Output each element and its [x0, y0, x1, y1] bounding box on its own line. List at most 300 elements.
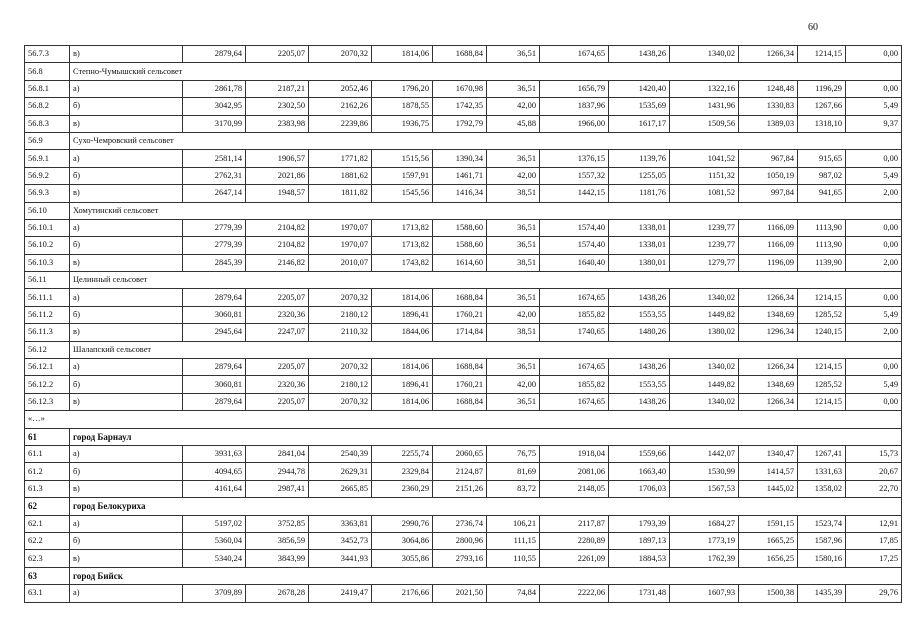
table-cell-value: 2,00	[846, 324, 902, 341]
table-row	[25, 185, 902, 202]
section-header-row	[25, 341, 902, 358]
table-cell-value: 1796,20	[372, 80, 433, 97]
table-cell-value: 2879,64	[183, 359, 246, 376]
table-cell-value: 0,00	[846, 150, 902, 167]
table-cell-value: 2990,76	[372, 515, 433, 532]
table-cell-value: 1574,40	[540, 219, 609, 236]
table-row	[25, 480, 902, 497]
table-cell-value: 1588,60	[433, 219, 487, 236]
table-cell-value: 2070,32	[309, 46, 372, 63]
table-cell-value: 3064,86	[372, 532, 433, 549]
table-cell-value: 110,55	[487, 550, 540, 567]
row-variant: а)	[70, 219, 183, 236]
table-cell-value: 2,00	[846, 254, 902, 271]
row-code: 61.3	[25, 480, 70, 497]
table-cell-value: 1214,15	[798, 46, 846, 63]
table-cell-value: 74,84	[487, 585, 540, 602]
table-cell-value: 2187,21	[246, 80, 309, 97]
table-cell-value: 1896,41	[372, 376, 433, 393]
section-code: 62	[25, 498, 70, 515]
table-row	[25, 359, 902, 376]
table-cell-value: 36,51	[487, 150, 540, 167]
table-cell-value: 3843,99	[246, 550, 309, 567]
table-cell-value: 1523,74	[798, 515, 846, 532]
table-cell-value: 2779,39	[183, 237, 246, 254]
table-cell-value: 1884,53	[609, 550, 670, 567]
table-cell-value: 3452,73	[309, 532, 372, 549]
table-cell-value: 2070,32	[309, 289, 372, 306]
table-cell-value: 1196,09	[739, 254, 798, 271]
table-cell-value: 76,75	[487, 445, 540, 462]
table-cell-value: 1442,15	[540, 185, 609, 202]
table-row	[25, 254, 902, 271]
table-cell-value: 1380,02	[670, 324, 739, 341]
table-cell-value: 1559,66	[609, 445, 670, 462]
table-cell-value: 1760,21	[433, 376, 487, 393]
table-cell-value: 1970,07	[309, 237, 372, 254]
table-cell-value: 36,51	[487, 393, 540, 410]
row-code: 56.8.3	[25, 115, 70, 132]
table-cell-value: 1656,79	[540, 80, 609, 97]
section-title: Шалапский сельсовет	[70, 341, 902, 358]
table-cell-value: 2070,32	[309, 359, 372, 376]
table-cell-value: 1509,56	[670, 115, 739, 132]
table-cell-value: 5360,04	[183, 532, 246, 549]
table-cell-value: 2247,07	[246, 324, 309, 341]
table-cell-value: 81,69	[487, 463, 540, 480]
table-cell-value: 1535,69	[609, 98, 670, 115]
table-cell-value: 1855,82	[540, 306, 609, 323]
table-cell-value: 2841,04	[246, 445, 309, 462]
table-cell-value: 2180,12	[309, 376, 372, 393]
table-cell-value: 4161,64	[183, 480, 246, 497]
table-cell-value: 1266,34	[739, 393, 798, 410]
table-cell-value: 1214,15	[798, 359, 846, 376]
row-code: 62.1	[25, 515, 70, 532]
table-cell-value: 1688,84	[433, 359, 487, 376]
table-cell-value: 1285,52	[798, 376, 846, 393]
table-cell-value: 2205,07	[246, 393, 309, 410]
table-cell-value: 36,51	[487, 219, 540, 236]
table-cell-value: 1607,93	[670, 585, 739, 602]
section-header-row	[25, 132, 902, 149]
table-row	[25, 115, 902, 132]
table-cell-value: 2665,85	[309, 480, 372, 497]
row-variant: а)	[70, 585, 183, 602]
table-cell-value: 1760,21	[433, 306, 487, 323]
section-title: Хомутинский сельсовет	[70, 202, 902, 219]
table-cell-value: 1714,84	[433, 324, 487, 341]
section-code: 61	[25, 428, 70, 445]
table-cell-value: 1358,02	[798, 480, 846, 497]
row-code: 63.1	[25, 585, 70, 602]
table-cell-value: 1897,13	[609, 532, 670, 549]
table-cell-value: 2647,14	[183, 185, 246, 202]
row-code: 56.8.1	[25, 80, 70, 97]
table-cell-value: 2329,84	[372, 463, 433, 480]
table-cell-value: 1814,06	[372, 359, 433, 376]
table-cell-value: 1713,82	[372, 237, 433, 254]
table-cell-value: 2879,64	[183, 289, 246, 306]
table-cell-value: 2081,06	[540, 463, 609, 480]
table-cell-value: 3055,86	[372, 550, 433, 567]
table-cell-value: 1255,05	[609, 167, 670, 184]
table-row	[25, 167, 902, 184]
table-cell-value: 2222,06	[540, 585, 609, 602]
table-cell-value: 1267,41	[798, 445, 846, 462]
table-cell-value: 1081,52	[670, 185, 739, 202]
table-cell-value: 1688,84	[433, 393, 487, 410]
table-cell-value: 1588,60	[433, 237, 487, 254]
table-cell-value: 2762,31	[183, 167, 246, 184]
table-cell-value: 2117,87	[540, 515, 609, 532]
table-cell-value: 1435,39	[798, 585, 846, 602]
table-cell-value: 42,00	[487, 376, 540, 393]
table-row	[25, 324, 902, 341]
table-cell-value: 1113,90	[798, 219, 846, 236]
table-cell-value: 1414,57	[739, 463, 798, 480]
table-cell-value: 1500,38	[739, 585, 798, 602]
section-header-row	[25, 272, 902, 289]
table-cell-value: 1878,55	[372, 98, 433, 115]
row-variant: а)	[70, 445, 183, 462]
table-cell-value: 1380,01	[609, 254, 670, 271]
table-cell-value: 2879,64	[183, 393, 246, 410]
table-cell-value: 1340,02	[670, 393, 739, 410]
table-cell-value: 38,51	[487, 254, 540, 271]
table-cell-value: 2,00	[846, 185, 902, 202]
table-cell-value: 1239,77	[670, 219, 739, 236]
row-variant: б)	[70, 98, 183, 115]
table-cell-value: 1706,03	[609, 480, 670, 497]
table-cell-value: 2060,65	[433, 445, 487, 462]
table-cell-value: 2239,86	[309, 115, 372, 132]
table-cell-value: 2148,05	[540, 480, 609, 497]
row-code: 56.9.2	[25, 167, 70, 184]
table-cell-value: 941,65	[798, 185, 846, 202]
table-cell-value: 2052,46	[309, 80, 372, 97]
row-variant: а)	[70, 289, 183, 306]
table-cell-value: 0,00	[846, 46, 902, 63]
table-cell-value: 1773,19	[670, 532, 739, 549]
table-cell-value: 997,84	[739, 185, 798, 202]
table-cell-value: 2302,50	[246, 98, 309, 115]
section-title: Целинный сельсовет	[70, 272, 902, 289]
row-variant: в)	[70, 550, 183, 567]
table-cell-value: 1449,82	[670, 376, 739, 393]
table-cell-value: 1688,84	[433, 46, 487, 63]
table-cell-value: 3441,93	[309, 550, 372, 567]
row-variant: б)	[70, 463, 183, 480]
table-cell-value: 1837,96	[540, 98, 609, 115]
table-cell-value: 1248,48	[739, 80, 798, 97]
table-row	[25, 306, 902, 323]
table-cell-value: 987,02	[798, 167, 846, 184]
table-cell-value: 2629,31	[309, 463, 372, 480]
table-row	[25, 445, 902, 462]
row-variant: б)	[70, 167, 183, 184]
table-cell-value: 1814,06	[372, 393, 433, 410]
table-row	[25, 219, 902, 236]
row-variant: в)	[70, 393, 183, 410]
table-cell-value: 2205,07	[246, 359, 309, 376]
table-cell-value: 12,91	[846, 515, 902, 532]
section-header-row	[25, 202, 902, 219]
row-code: 56.11.2	[25, 306, 70, 323]
row-variant: в)	[70, 115, 183, 132]
row-variant: б)	[70, 306, 183, 323]
row-variant: в)	[70, 254, 183, 271]
table-cell-value: 1240,15	[798, 324, 846, 341]
table-cell-value: 1348,69	[739, 376, 798, 393]
row-variant: а)	[70, 80, 183, 97]
table-row	[25, 289, 902, 306]
table-cell-value: 2146,82	[246, 254, 309, 271]
table-cell-value: 1445,02	[739, 480, 798, 497]
table-cell-value: 2021,86	[246, 167, 309, 184]
table-cell-value: 4094,65	[183, 463, 246, 480]
table-cell-value: 36,51	[487, 289, 540, 306]
table-cell-value: 1340,02	[670, 46, 739, 63]
table-cell-value: 1151,32	[670, 167, 739, 184]
row-code: 62.2	[25, 532, 70, 549]
table-cell-value: 5,49	[846, 98, 902, 115]
table-row	[25, 532, 902, 549]
table-cell-value: 1515,56	[372, 150, 433, 167]
table-cell-value: 38,51	[487, 324, 540, 341]
table-cell-value: 1948,57	[246, 185, 309, 202]
table-cell-value: 1331,63	[798, 463, 846, 480]
table-cell-value: 1740,65	[540, 324, 609, 341]
table-row	[25, 98, 902, 115]
table-cell-value: 1574,40	[540, 237, 609, 254]
table-cell-value: 1318,10	[798, 115, 846, 132]
table-cell-value: 2010,07	[309, 254, 372, 271]
row-code: 56.10.2	[25, 237, 70, 254]
table-cell-value: 1614,60	[433, 254, 487, 271]
row-variant: в)	[70, 480, 183, 497]
row-variant: в)	[70, 46, 183, 63]
table-cell-value: 2360,29	[372, 480, 433, 497]
table-cell-value: 1338,01	[609, 237, 670, 254]
table-cell-value: 15,73	[846, 445, 902, 462]
table-cell-value: 2162,26	[309, 98, 372, 115]
table-cell-value: 1670,98	[433, 80, 487, 97]
ellipsis-row	[25, 411, 902, 428]
section-header-row	[25, 63, 902, 80]
table-cell-value: 42,00	[487, 167, 540, 184]
table-cell-value: 1881,62	[309, 167, 372, 184]
row-code: 56.11.1	[25, 289, 70, 306]
table-cell-value: 1684,27	[670, 515, 739, 532]
table-cell-value: 1330,83	[739, 98, 798, 115]
row-variant: б)	[70, 532, 183, 549]
table-cell-value: 1296,34	[739, 324, 798, 341]
table-cell-value: 2261,09	[540, 550, 609, 567]
table-cell-value: 0,00	[846, 219, 902, 236]
section-code: 56.11	[25, 272, 70, 289]
section-title: город Бийск	[70, 567, 902, 584]
table-cell-value: 29,76	[846, 585, 902, 602]
table-cell-value: 1814,06	[372, 289, 433, 306]
table-cell-value: 1855,82	[540, 376, 609, 393]
table-cell-value: 2419,47	[309, 585, 372, 602]
table-cell-value: 3363,81	[309, 515, 372, 532]
table-cell-value: 1442,07	[670, 445, 739, 462]
table-cell-value: 1617,17	[609, 115, 670, 132]
section-title: город Белокуриха	[70, 498, 902, 515]
table-cell-value: 2540,39	[309, 445, 372, 462]
table-cell-value: 3709,89	[183, 585, 246, 602]
table-cell-value: 1545,56	[372, 185, 433, 202]
table-cell-value: 1338,01	[609, 219, 670, 236]
table-cell-value: 1814,06	[372, 46, 433, 63]
table-cell-value: 5340,24	[183, 550, 246, 567]
table-cell-value: 2151,26	[433, 480, 487, 497]
table-cell-value: 967,84	[739, 150, 798, 167]
table-cell-value: 5,49	[846, 306, 902, 323]
table-cell-value: 1461,71	[433, 167, 487, 184]
table-cell-value: 2793,16	[433, 550, 487, 567]
table-cell-value: 2800,96	[433, 532, 487, 549]
table-row	[25, 46, 902, 63]
table-cell-value: 1742,35	[433, 98, 487, 115]
row-code: 56.9.3	[25, 185, 70, 202]
table-cell-value: 1936,75	[372, 115, 433, 132]
table-cell-value: 1050,19	[739, 167, 798, 184]
table-cell-value: 1674,65	[540, 289, 609, 306]
table-cell-value: 1340,02	[670, 289, 739, 306]
row-code: 56.12.2	[25, 376, 70, 393]
table-cell-value: 1420,40	[609, 80, 670, 97]
section-title: Сухо-Чемровский сельсовет	[70, 132, 902, 149]
table-row	[25, 585, 902, 602]
table-row	[25, 515, 902, 532]
table-cell-value: 42,00	[487, 98, 540, 115]
table-cell-value: 1762,39	[670, 550, 739, 567]
table-cell-value: 1214,15	[798, 393, 846, 410]
table-cell-value: 2879,64	[183, 46, 246, 63]
table-cell-value: 1214,15	[798, 289, 846, 306]
section-code: 56.12	[25, 341, 70, 358]
section-header-row	[25, 498, 902, 515]
table-cell-value: 1390,34	[433, 150, 487, 167]
table-cell-value: 0,00	[846, 393, 902, 410]
table-cell-value: 2070,32	[309, 393, 372, 410]
table-cell-value: 2861,78	[183, 80, 246, 97]
row-variant: в)	[70, 185, 183, 202]
table-cell-value: 2945,64	[183, 324, 246, 341]
table-cell-value: 1906,57	[246, 150, 309, 167]
section-title: город Барнаул	[70, 428, 902, 445]
table-cell-value: 2383,98	[246, 115, 309, 132]
table-cell-value: 1438,26	[609, 393, 670, 410]
table-cell-value: 1811,82	[309, 185, 372, 202]
section-code: 56.10	[25, 202, 70, 219]
table-cell-value: 36,51	[487, 237, 540, 254]
table-cell-value: 3931,63	[183, 445, 246, 462]
table-cell-value: 1553,55	[609, 306, 670, 323]
table-cell-value: 2205,07	[246, 289, 309, 306]
table-cell-value: 1591,15	[739, 515, 798, 532]
table-cell-value: 2944,78	[246, 463, 309, 480]
table-row	[25, 550, 902, 567]
table-cell-value: 1970,07	[309, 219, 372, 236]
row-variant: б)	[70, 237, 183, 254]
table-cell-value: 5,49	[846, 376, 902, 393]
table-cell-value: 2779,39	[183, 219, 246, 236]
table-cell-value: 0,00	[846, 237, 902, 254]
table-cell-value: 2581,14	[183, 150, 246, 167]
table-cell-value: 2845,39	[183, 254, 246, 271]
table-cell-value: 2104,82	[246, 219, 309, 236]
table-cell-value: 1567,53	[670, 480, 739, 497]
table-cell-value: 1896,41	[372, 306, 433, 323]
table-cell-value: 1449,82	[670, 306, 739, 323]
table-cell-value: 2205,07	[246, 46, 309, 63]
table-cell-value: 9,37	[846, 115, 902, 132]
row-variant: в)	[70, 324, 183, 341]
table-cell-value: 1041,52	[670, 150, 739, 167]
table-cell-value: 1674,65	[540, 393, 609, 410]
table-cell-value: 1139,76	[609, 150, 670, 167]
table-row	[25, 376, 902, 393]
table-cell-value: 3170,99	[183, 115, 246, 132]
table-cell-value: 83,72	[487, 480, 540, 497]
row-code: 56.11.3	[25, 324, 70, 341]
table-cell-value: 38,51	[487, 185, 540, 202]
row-code: 56.10.3	[25, 254, 70, 271]
table-cell-value: 1431,96	[670, 98, 739, 115]
row-code: 56.7.3	[25, 46, 70, 63]
table-cell-value: 2180,12	[309, 306, 372, 323]
table-cell-value: 1340,02	[670, 359, 739, 376]
row-variant: а)	[70, 515, 183, 532]
table-cell-value: 3060,81	[183, 376, 246, 393]
table-cell-value: 1665,25	[739, 532, 798, 549]
table-cell-value: 3042,95	[183, 98, 246, 115]
table-cell-value: 1166,09	[739, 219, 798, 236]
table-cell-value: 1438,26	[609, 359, 670, 376]
table-cell-value: 45,88	[487, 115, 540, 132]
row-code: 56.12.1	[25, 359, 70, 376]
row-code: 56.10.1	[25, 219, 70, 236]
table-cell-value: 1743,82	[372, 254, 433, 271]
table-cell-value: 17,85	[846, 532, 902, 549]
table-cell-value: 17,25	[846, 550, 902, 567]
table-cell-value: 1553,55	[609, 376, 670, 393]
row-variant: а)	[70, 150, 183, 167]
table-cell-value: 1480,26	[609, 324, 670, 341]
table-cell-value: 1656,25	[739, 550, 798, 567]
section-header-row	[25, 567, 902, 584]
table-cell-value: 1557,32	[540, 167, 609, 184]
table-row	[25, 80, 902, 97]
table-cell-value: 111,15	[487, 532, 540, 549]
table-cell-value: 1166,09	[739, 237, 798, 254]
table-row	[25, 237, 902, 254]
section-code: 56.8	[25, 63, 70, 80]
table-cell-value: 1688,84	[433, 289, 487, 306]
table-cell-value: 1279,77	[670, 254, 739, 271]
table-cell-value: 2320,36	[246, 376, 309, 393]
table-cell-value: 1438,26	[609, 46, 670, 63]
table-cell-value: 1731,48	[609, 585, 670, 602]
table-cell-value: 2110,32	[309, 324, 372, 341]
table-cell-value: 2176,66	[372, 585, 433, 602]
table-cell-value: 1918,04	[540, 445, 609, 462]
table-cell-value: 3856,59	[246, 532, 309, 549]
